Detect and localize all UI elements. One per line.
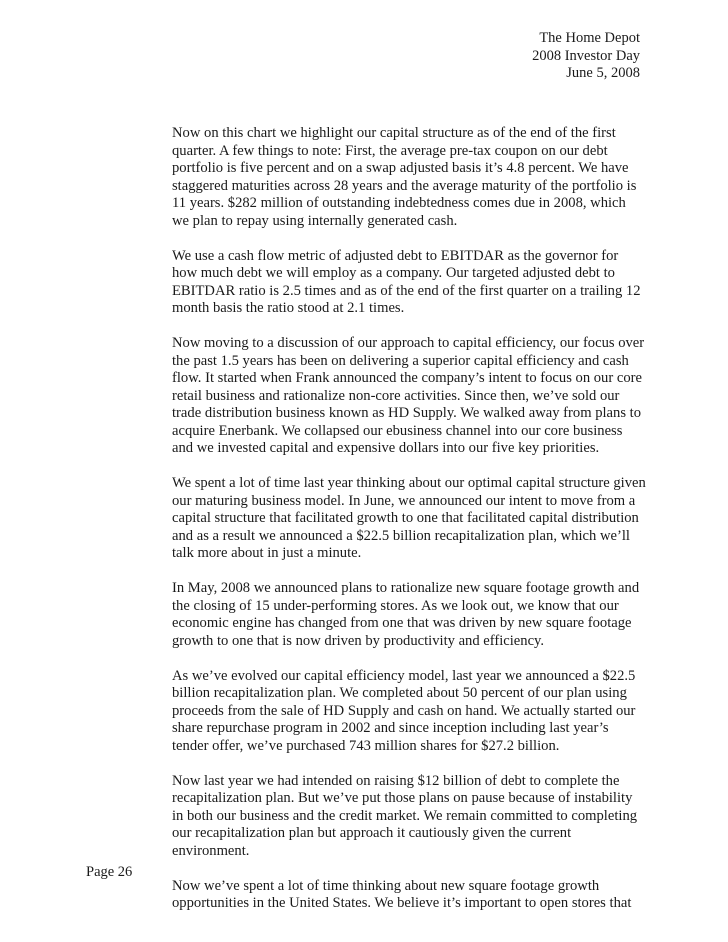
paragraph: Now last year we had intended on raising $12 billion of debt to complete the recapitalization plan. But we’ve put those plans on pause because of instability in both our business and the credit market. We remain committed to completing our recapitalization plan but approach it cautiously given the current environment. xyxy=(172,772,638,859)
paragraph: We spent a lot of time last year thinking about our optimal capital structure given our maturing business model. In June, we announced our intent to move from a capital structure that facilitated growth to one that facilitated capital distribution and as a result we announced a $22.5 billion recapitalization plan, which we’ll talk more about in just a minute. xyxy=(172,475,646,561)
page-number: Page 26 xyxy=(86,864,133,880)
paragraph: Now we’ve spent a lot of time thinking about new square footage growth opportunities in the United States. We believe it’s important to open stores that xyxy=(172,877,632,911)
paragraph: Now on this chart we highlight our capital structure as of the end of the first quarter. A few things to note: First, the average pre-tax coupon on our debt portfolio is five percent and on a swap adjusted basis it’s 4.8 percent. We have staggered maturities across 28 years and the average maturity of the portfolio is 11 years. $282 million of outstanding indebtedness comes due in 2008, which we plan to repay using internally generated cash. xyxy=(172,125,637,229)
header-event: 2008 Investor Day xyxy=(532,47,640,64)
document-header xyxy=(532,30,640,83)
paragraph: As we’ve evolved our capital efficiency model, last year we announced a $22.5 billion recapitalization plan. We completed about 50 percent of our plan using proceeds from the sale of HD Supply and cash on hand. We actually started our share repurchase program in 2002 and since inception including last year’s tender offer, we’ve purchased 743 million shares for $27.2 billion. xyxy=(172,667,636,754)
paragraph: In May, 2008 we announced plans to rationalize new square footage growth and the closing of 15 under-performing stores. As we look out, we know that our economic engine has changed from one that was driven by new square footage growth to one that is now driven by productivity and efficiency. xyxy=(172,580,640,649)
document-body xyxy=(172,125,646,930)
paragraph: We use a cash flow metric of adjusted debt to EBITDAR as the governor for how much debt we will employ as a company. Our targeted adjusted debt to EBITDAR ratio is 2.5 times and as of the end of the first quarter on a trailing 12 month basis the ratio stood at 2.1 times. xyxy=(172,247,641,316)
header-company: The Home Depot xyxy=(539,30,640,46)
paragraph: Now moving to a discussion of our approach to capital efficiency, our focus over the past 1.5 years has been on delivering a superior capital efficiency and cash flow. It started when Frank announced the company’s intent to focus on our core retail business and rationalize non-core activities. Since then, we’ve sold our trade distribution business known as HD Supply. We walked away from plans to acquire Enerbank. We collapsed our ebusiness channel into our core business and we invested capital and expensive dollars into our five key priorities. xyxy=(172,335,645,456)
header-date: June 5, 2008 xyxy=(566,65,640,81)
